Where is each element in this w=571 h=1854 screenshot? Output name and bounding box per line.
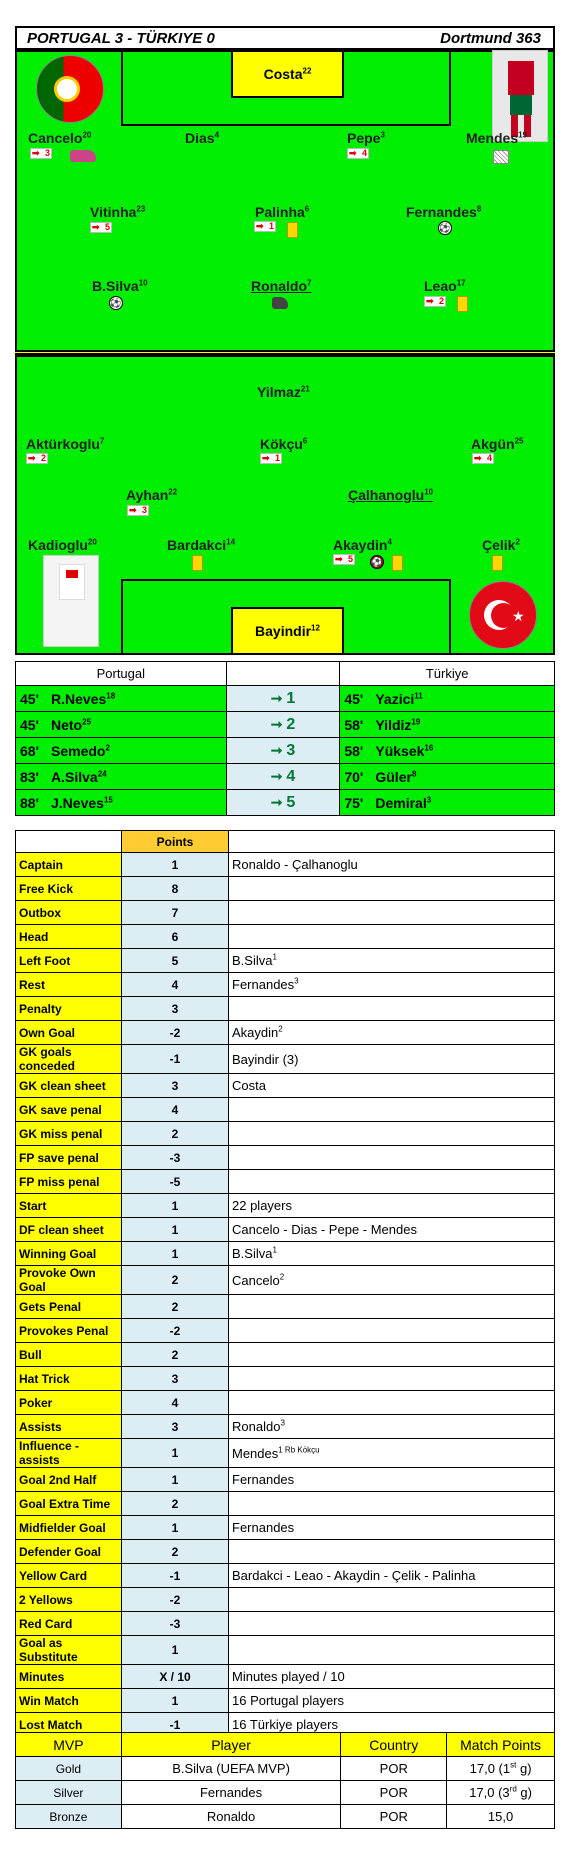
points-detail: Ronaldo$^3$: [229, 1415, 555, 1439]
points-detail: [229, 1098, 555, 1122]
points-label: DF clean sheet: [16, 1218, 122, 1242]
points-detail: Cancelo - Dias - Pepe - Mendes: [229, 1218, 555, 1242]
sub-arrow: ➡ 3: [30, 148, 52, 159]
points-row: [16, 1612, 555, 1636]
portugal-sub: 68' Semedo$^2$: [16, 738, 227, 764]
points-row: [16, 925, 555, 949]
points-label: Lost Match: [16, 1713, 122, 1737]
boot-icon: [70, 150, 96, 162]
player-yilmaz: Yilmaz$^{21}$: [257, 384, 310, 400]
sub-arrow: ➡ 2: [26, 453, 48, 464]
player-cancelo: Cancelo$^{20}$: [28, 130, 92, 146]
sub-arrow-icon: ➞: [270, 741, 287, 758]
portugal-flag-icon: [36, 55, 104, 123]
points-value: -5: [122, 1170, 229, 1194]
points-value: 1: [122, 1636, 229, 1665]
points-row: [16, 1122, 555, 1146]
points-row: [16, 1146, 555, 1170]
points-detail: [229, 901, 555, 925]
yellow-card-icon: [287, 222, 298, 238]
points-value: 1: [122, 1218, 229, 1242]
points-value: 3: [122, 1415, 229, 1439]
player-ronaldo-captain: Ronaldo$^7$: [251, 278, 312, 294]
points-row: [16, 901, 555, 925]
points-label: Win Match: [16, 1689, 122, 1713]
mvp-rank: Silver: [16, 1781, 122, 1805]
match-venue: Dortmund 363: [440, 30, 541, 47]
points-row: [16, 1468, 555, 1492]
portugal-kit-icon: [492, 50, 548, 142]
points-row: [16, 1540, 555, 1564]
points-label: Goal Extra Time: [16, 1492, 122, 1516]
points-detail: [229, 1391, 555, 1415]
portugal-goalkeeper: Costa$^{22}$: [231, 50, 344, 98]
player-dias: Dias$^4$: [185, 130, 220, 146]
points-label: Red Card: [16, 1612, 122, 1636]
player-bsilva: B.Silva$^{10}$: [92, 278, 148, 294]
points-value: 1: [122, 1194, 229, 1218]
points-value: X / 10: [122, 1665, 229, 1689]
points-detail: [229, 997, 555, 1021]
points-detail: Akaydin$^2$: [229, 1021, 555, 1045]
country-header: Country: [341, 1733, 447, 1757]
points-value: 2: [122, 1343, 229, 1367]
points-label: FP miss penal: [16, 1170, 122, 1194]
points-detail: [229, 1540, 555, 1564]
points-label: Poker: [16, 1391, 122, 1415]
points-value: 1: [122, 1439, 229, 1468]
points-value: 4: [122, 1098, 229, 1122]
points-label: Provoke Own Goal: [16, 1266, 122, 1295]
portugal-sub: 45' Neto$^{25}$: [16, 712, 227, 738]
portugal-sub: 88' J.Neves$^{15}$: [16, 790, 227, 816]
points-detail: 16 Portugal players: [229, 1689, 555, 1713]
points-label: GK miss penal: [16, 1122, 122, 1146]
sub-index: ➞ 5: [226, 790, 340, 816]
mvp-country: POR: [341, 1781, 447, 1805]
points-detail: [229, 1492, 555, 1516]
player-header: Player: [121, 1733, 341, 1757]
points-detail: [229, 1146, 555, 1170]
sub-arrow-icon: ➞: [270, 767, 287, 784]
points-detail: Ronaldo - Çalhanoglu: [229, 853, 555, 877]
points-detail: [229, 1636, 555, 1665]
portugal-pitch: [15, 50, 555, 352]
points-header: Points: [122, 831, 229, 853]
points-detail: [229, 1170, 555, 1194]
points-row: [16, 1636, 555, 1665]
points-row: [16, 997, 555, 1021]
points-detail: [229, 1367, 555, 1391]
sub-arrow: ➡ 3: [127, 505, 149, 516]
turkiye-sub: 58' Yildiz$^{19}$: [340, 712, 555, 738]
points-value: 2: [122, 1492, 229, 1516]
points-value: 8: [122, 877, 229, 901]
player-vitinha: Vitinha$^{23}$: [90, 204, 146, 220]
points-row: [16, 1295, 555, 1319]
points-detail: 16 Türkiye players: [229, 1713, 555, 1737]
points-label: Yellow Card: [16, 1564, 122, 1588]
points-row: [16, 1218, 555, 1242]
portugal-sub: 45' R.Neves$^{18}$: [16, 686, 227, 712]
mvp-rank: Gold: [16, 1757, 122, 1781]
points-detail: [229, 877, 555, 901]
yellow-card-icon: [392, 555, 403, 571]
points-detail: Mendes$^{1 Rb Kökçu}$: [229, 1439, 555, 1468]
turkiye-goalkeeper: Bayindir$^{12}$: [231, 607, 344, 655]
points-detail: Bayindir (3): [229, 1045, 555, 1074]
points-detail: [229, 925, 555, 949]
points-detail: Fernandes: [229, 1516, 555, 1540]
points-value: 3: [122, 997, 229, 1021]
mvp-row: [16, 1781, 555, 1805]
points-label: Influence - assists: [16, 1439, 122, 1468]
injury-icon: [493, 150, 509, 164]
points-value: 2: [122, 1540, 229, 1564]
points-table: [15, 830, 555, 1737]
player-celik: Çelik$^2$: [482, 537, 520, 553]
mvp-player: Fernandes: [121, 1781, 341, 1805]
sub-arrow: ➡ 1: [254, 221, 276, 232]
points-label: GK save penal: [16, 1098, 122, 1122]
sub-index: ➞ 3: [226, 738, 340, 764]
points-label: Outbox: [16, 901, 122, 925]
yellow-card-icon: [457, 296, 468, 312]
points-row: [16, 877, 555, 901]
sub-arrow: ➡ 5: [90, 222, 112, 233]
points-detail: Costa: [229, 1074, 555, 1098]
mvp-country: POR: [341, 1805, 447, 1829]
mvp-row: [16, 1805, 555, 1829]
portugal-header: Portugal: [16, 662, 227, 686]
points-row: [16, 1170, 555, 1194]
yellow-card-icon: [492, 555, 503, 571]
points-label: Midfielder Goal: [16, 1516, 122, 1540]
mvp-rank: Bronze: [16, 1805, 122, 1829]
points-detail: [229, 1588, 555, 1612]
sub-row: [16, 738, 555, 764]
points-row: [16, 1343, 555, 1367]
points-value: -1: [122, 1713, 229, 1737]
turkiye-sub: 45' Yazici$^{11}$: [340, 686, 555, 712]
points-value: 3: [122, 1074, 229, 1098]
player-kadioglu: Kadioglu$^{20}$: [28, 537, 97, 553]
turkiye-pitch: [15, 355, 555, 655]
mvp-points: 17,0 (1st g): [447, 1757, 555, 1781]
sub-row: [16, 790, 555, 816]
points-label: GK clean sheet: [16, 1074, 122, 1098]
sub-arrow: ➡ 4: [472, 453, 494, 464]
points-label: Gets Penal: [16, 1295, 122, 1319]
points-value: -3: [122, 1146, 229, 1170]
mvp-points: 17,0 (3rd g): [447, 1781, 555, 1805]
sub-arrow: ➡ 5: [333, 554, 355, 565]
mvp-player: Ronaldo: [121, 1805, 341, 1829]
points-label: Defender Goal: [16, 1540, 122, 1564]
points-row: [16, 1439, 555, 1468]
points-detail: Minutes played / 10: [229, 1665, 555, 1689]
points-value: -2: [122, 1588, 229, 1612]
turkiye-flag-icon: ★: [469, 581, 537, 649]
player-akaydin: Akaydin$^4$: [333, 537, 392, 553]
player-bardakci: Bardakci$^{14}$: [167, 537, 236, 553]
points-label: GK goals conceded: [16, 1045, 122, 1074]
points-row: [16, 1074, 555, 1098]
points-value: -2: [122, 1021, 229, 1045]
player-pepe: Pepe$^3$: [347, 130, 385, 146]
points-label: Head: [16, 925, 122, 949]
points-row: [16, 973, 555, 997]
points-value: -2: [122, 1319, 229, 1343]
goal-ball-icon: ⚽: [110, 298, 122, 308]
mvp-header: MVP: [16, 1733, 122, 1757]
goal-ball-icon: ⚽: [439, 223, 451, 233]
points-row: [16, 853, 555, 877]
yellow-card-icon: [192, 555, 203, 571]
points-value: 1: [122, 1468, 229, 1492]
sub-arrow-icon: ➞: [270, 793, 287, 810]
sub-arrow: ➡ 2: [424, 296, 446, 307]
points-detail: [229, 1122, 555, 1146]
points-value: 4: [122, 973, 229, 997]
points-detail: B.Silva$^1$: [229, 949, 555, 973]
sub-row: [16, 764, 555, 790]
points-label: Left Foot: [16, 949, 122, 973]
points-detail: [229, 1295, 555, 1319]
points-row: [16, 1319, 555, 1343]
points-value: 1: [122, 1516, 229, 1540]
points-label: Goal 2nd Half: [16, 1468, 122, 1492]
match-header: [15, 26, 555, 50]
own-goal-ball-icon: ⚽: [371, 557, 383, 567]
sub-arrow: ➡ 1: [260, 453, 282, 464]
points-value: 1: [122, 1689, 229, 1713]
sub-index: ➞ 1: [226, 686, 340, 712]
sub-row: [16, 686, 555, 712]
points-value: 1: [122, 853, 229, 877]
points-value: -1: [122, 1564, 229, 1588]
points-label: Penalty: [16, 997, 122, 1021]
turkiye-sub: 75' Demiral$^3$: [340, 790, 555, 816]
points-value: -1: [122, 1045, 229, 1074]
mvp-player: B.Silva (UEFA MVP): [121, 1757, 341, 1781]
points-detail: [229, 1612, 555, 1636]
points-row: [16, 1689, 555, 1713]
points-value: 4: [122, 1391, 229, 1415]
player-ayhan: Ayhan$^{22}$: [126, 487, 178, 503]
points-row: [16, 1588, 555, 1612]
points-label: Start: [16, 1194, 122, 1218]
mvp-points: 15,0: [447, 1805, 555, 1829]
points-label: Minutes: [16, 1665, 122, 1689]
points-value: 6: [122, 925, 229, 949]
player-leao: Leao$^{17}$: [424, 278, 466, 294]
points-value: 1: [122, 1242, 229, 1266]
mvp-country: POR: [341, 1757, 447, 1781]
points-label: Rest: [16, 973, 122, 997]
assist-boot-icon: [272, 297, 288, 309]
match-points-header: Match Points: [447, 1733, 555, 1757]
points-row: [16, 1045, 555, 1074]
sub-index: ➞ 2: [226, 712, 340, 738]
player-fernandes: Fernandes$^8$: [406, 204, 482, 220]
points-row: [16, 1367, 555, 1391]
points-row: [16, 1266, 555, 1295]
points-value: 7: [122, 901, 229, 925]
points-row: [16, 1492, 555, 1516]
points-label: Free Kick: [16, 877, 122, 901]
points-row: [16, 1665, 555, 1689]
points-label: Hat Trick: [16, 1367, 122, 1391]
player-kokcu: Kökçu$^6$: [260, 436, 308, 452]
points-value: 3: [122, 1367, 229, 1391]
points-label: Own Goal: [16, 1021, 122, 1045]
turkiye-sub: 70' Güler$^8$: [340, 764, 555, 790]
points-row: [16, 1098, 555, 1122]
points-value: 2: [122, 1122, 229, 1146]
mvp-table: [15, 1732, 555, 1829]
points-detail: Fernandes$^3$: [229, 973, 555, 997]
points-detail: [229, 1319, 555, 1343]
points-label: Captain: [16, 853, 122, 877]
sub-row: [16, 712, 555, 738]
match-title: PORTUGAL 3 - TÜRKIYE 0: [27, 30, 215, 47]
mvp-row: [16, 1757, 555, 1781]
points-value: -3: [122, 1612, 229, 1636]
points-row: [16, 1391, 555, 1415]
portugal-sub: 83' A.Silva$^{24}$: [16, 764, 227, 790]
player-mendes: Mendes$^{19}$: [466, 130, 528, 146]
points-label: Winning Goal: [16, 1242, 122, 1266]
points-value: 5: [122, 949, 229, 973]
player-akturkoglu: Aktürkoglu$^7$: [26, 436, 105, 452]
points-label: 2 Yellows: [16, 1588, 122, 1612]
points-row: [16, 1021, 555, 1045]
turkiye-header: Türkiye: [340, 662, 555, 686]
sub-arrow-icon: ➞: [270, 689, 287, 706]
player-calhanoglu-captain: Çalhanoglu$^{10}$: [348, 487, 434, 503]
points-row: [16, 1516, 555, 1540]
turkiye-kit-icon: [43, 555, 99, 647]
points-label: Assists: [16, 1415, 122, 1439]
points-label: Provokes Penal: [16, 1319, 122, 1343]
points-row: [16, 1242, 555, 1266]
points-label: Bull: [16, 1343, 122, 1367]
points-row: [16, 1564, 555, 1588]
sub-index: ➞ 4: [226, 764, 340, 790]
points-detail: Fernandes: [229, 1468, 555, 1492]
points-label: FP save penal: [16, 1146, 122, 1170]
points-row: [16, 1415, 555, 1439]
points-detail: B.Silva$^1$: [229, 1242, 555, 1266]
points-row: [16, 949, 555, 973]
points-label: Goal as Substitute: [16, 1636, 122, 1665]
sub-arrow: ➡ 4: [347, 148, 369, 159]
points-row: [16, 1194, 555, 1218]
points-detail: Cancelo$^2$: [229, 1266, 555, 1295]
substitutions-table: [15, 661, 555, 816]
turkiye-sub: 58' Yüksek$^{16}$: [340, 738, 555, 764]
player-akgun: Akgün$^{25}$: [471, 436, 524, 452]
points-value: 2: [122, 1295, 229, 1319]
player-palinha: Palinha$^6$: [255, 204, 310, 220]
points-detail: [229, 1343, 555, 1367]
points-detail: 22 players: [229, 1194, 555, 1218]
sub-arrow-icon: ➞: [270, 715, 287, 732]
points-detail: Bardakci - Leao - Akaydin - Çelik - Palinha: [229, 1564, 555, 1588]
points-value: 2: [122, 1266, 229, 1295]
